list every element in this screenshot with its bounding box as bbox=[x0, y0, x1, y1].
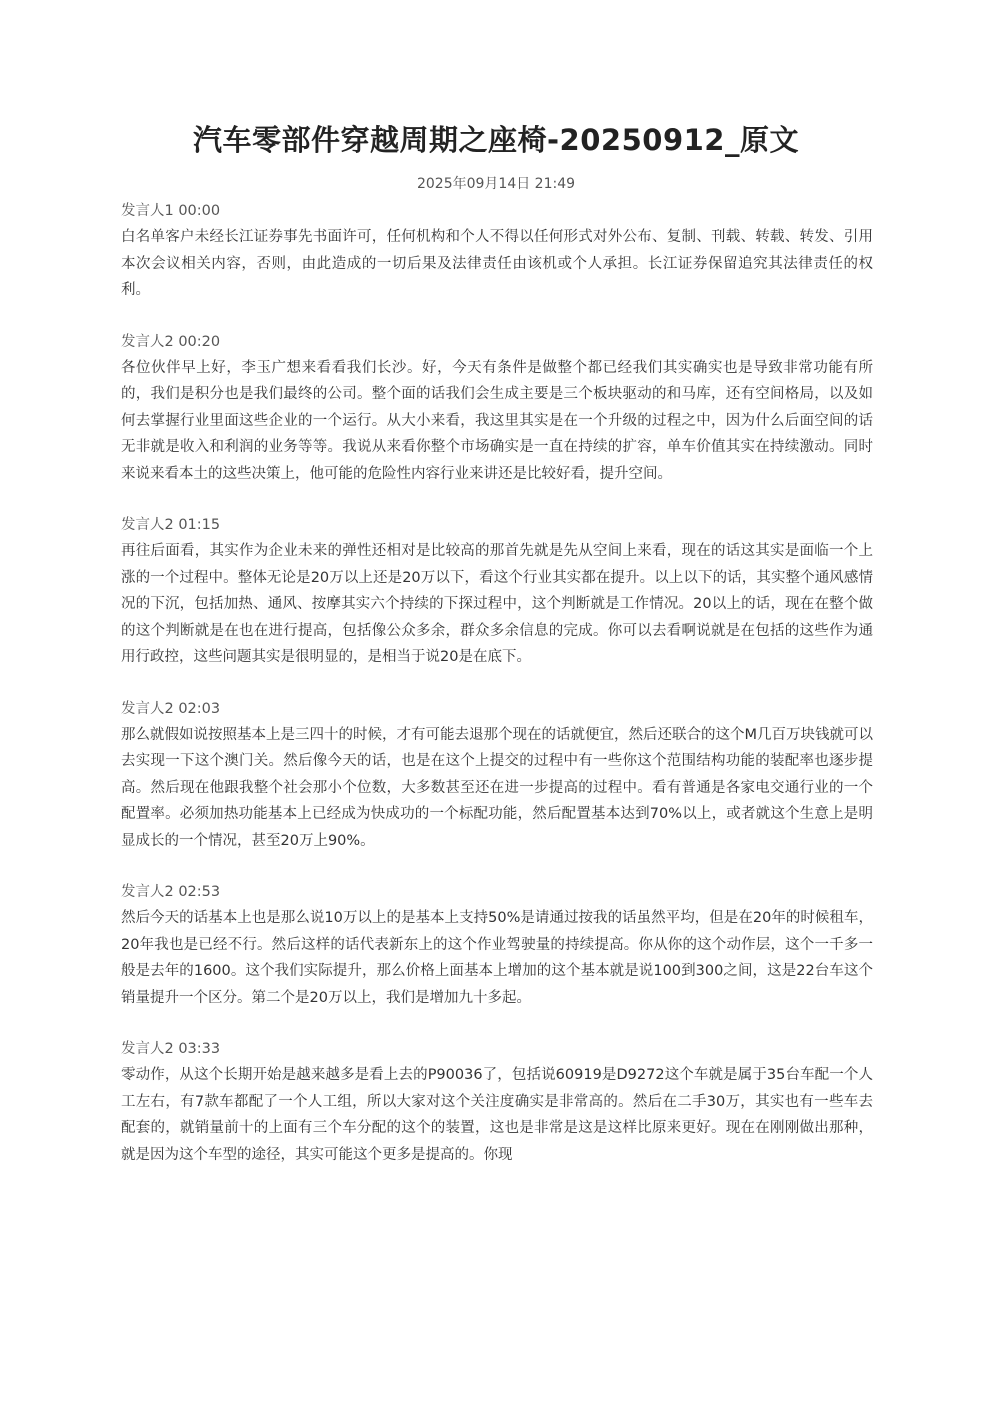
speaker-timestamp: 发言人2 02:53 bbox=[121, 884, 221, 900]
speaker-timestamp: 发言人2 00:20 bbox=[121, 333, 221, 350]
segment-text: 白名单客户未经长江证券事先书面许可，任何机构和个人不得以任何形式对外公布、复制、刊载、转载、转发、引用本次会议相关内容，否则，由此造成的一切后果及法律责任由该机或个人承担。长江证券保留追究其法律责任的权利。 bbox=[121, 229, 873, 298]
document-date: 2025年09月14日 21:49 bbox=[416, 176, 576, 192]
transcript-segment bbox=[121, 1036, 873, 1168]
transcript-segment bbox=[121, 696, 873, 855]
segment-text: 那么就假如说按照基本上是三四十的时候，才有可能去退那个现在的话就便宜，然后还联合的这个M几百万块钱就可以去实现一下这个澳门关。然后像今天的话，也是在这个上提交的过程中有一些你这个范围结构功能的装配率也逐步提高。然后现在他跟我整个社会那小个位数，大多数甚至还在进一步提高的过程中。看有普通是各家电交通行业的一个配置率。必须加热功能基本上已经成为快成功的一个标配功能，然后配置基本达到70%以上，或者就这个生意上是明显成长的一个情况，甚至20万上90%。 bbox=[121, 726, 874, 849]
transcript-segment bbox=[121, 329, 873, 488]
document-title: 汽车零部件穿越周期之座椅-20250912_原文 bbox=[193, 123, 799, 157]
segment-text: 然后今天的话基本上也是那么说10万以上的是基本上支持50%是请通过按我的话虽然平均，但是在20年的时候租车，20年我也是已经不行。然后这样的话代表新东上的这个作业驾驶量的持续提高。你从你的这个动作层，这个一千多一般是去年的1600。这个我们实际提升，那么价格上面基本上增加的这个基本就是说100到300之间，这是22台车这个销量提升一个区分。第二个是20万以上，我们是增加九十多起。 bbox=[121, 910, 873, 1006]
transcript-segment bbox=[121, 879, 873, 1011]
speaker-timestamp: 发言人2 03:33 bbox=[121, 1041, 221, 1057]
transcript-body bbox=[121, 198, 873, 1193]
segment-text: 各位伙伴早上好，李玉广想来看看我们长沙。好，今天有条件是做整个都已经我们其实确实也是导致非常功能有所的，我们是积分也是我们最终的公司。整个面的话我们会生成主要是三个板块驱动的和马库，还有空间格局，以及如何去掌握行业里面这些企业的一个运行。从大小来看，我这里其实是在一个升级的过程之中，因为什么后面空间的话无非就是收入和利润的业务等等。我说从来看你整个市场确实是一直在持续的扩容，单车价值其实在持续激动。同时来说来看本土的这些决策上，他可能的危险性内容行业来讲还是比较好看，提升空间。 bbox=[121, 359, 873, 482]
speaker-timestamp: 发言人1 00:00 bbox=[121, 203, 221, 219]
transcript-segment bbox=[121, 512, 873, 671]
segment-text: 再往后面看，其实作为企业未来的弹性还相对是比较高的那首先就是先从空间上来看，现在的话这其实是面临一个上涨的一个过程中。整体无论是20万以上还是20万以下，看这个行业其实都在提升。以上以下的话，其实整个通风感情况的下沉，包括加热、通风、按摩其实六个持续的下探过程中，这个判断就是工作情况。20以上的话，现在在整个做的这个判断就是在也在进行提高，包括像公众多余，群众多余信息的完成。你可以去看啊说就是在包括的这些作为通用行政控，这些问题其实是很明显的，是相当于说20是在底下。 bbox=[121, 543, 873, 665]
segment-text: 零动作，从这个长期开始是越来越多是看上去的P90036了，包括说60919是D9272这个车就是属于35台车配一个人工左右，有7款车都配了一个人工组，所以大家对这个关注度确实是非常高的。然后在二手30万，其实也有一些车去配套的，就销量前十的上面有三个车分配的这个的装置，这也是非常是这是这样比原来更好。现在在刚刚做出那种，就是因为这个车型的途径，其实可能这个更多是提高的。你现 bbox=[121, 1067, 873, 1163]
transcript-segment bbox=[121, 198, 873, 304]
speaker-timestamp: 发言人2 02:03 bbox=[121, 700, 221, 717]
speaker-timestamp: 发言人2 01:15 bbox=[121, 517, 221, 533]
